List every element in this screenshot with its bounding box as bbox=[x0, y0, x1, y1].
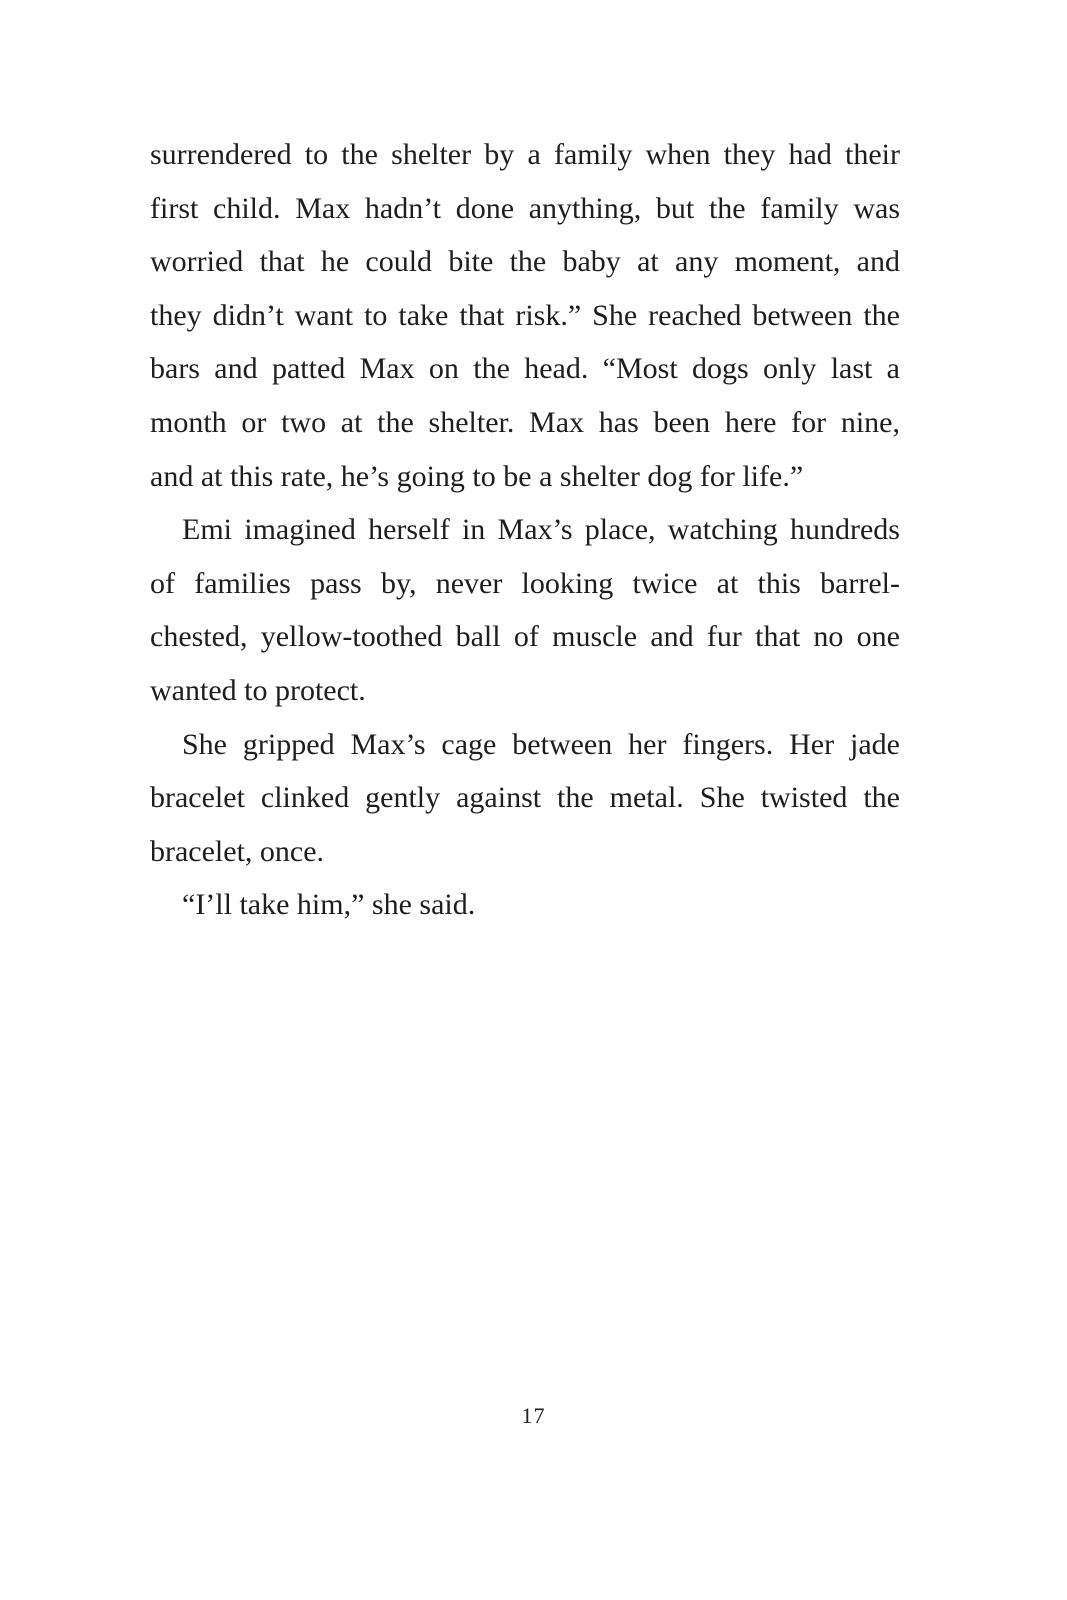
page-number: 17 bbox=[521, 1403, 546, 1428]
text-line: She gripped Max’s cage between her fingers. Her jade bbox=[182, 727, 900, 761]
text-line: “I’ll take him,” she said. bbox=[182, 888, 476, 922]
text-line: bracelet clinked gently against the metal. She twisted the bbox=[150, 781, 900, 815]
body-text bbox=[150, 128, 900, 932]
text-line: and at this rate, he’s going to be a shelter dog for life.” bbox=[150, 459, 804, 493]
text-line: of families pass by, never looking twice at this barrel- bbox=[150, 566, 900, 600]
text-line: worried that he could bite the baby at any moment, and bbox=[150, 245, 900, 279]
text-line: Emi imagined herself in Max’s place, watching hundreds bbox=[182, 513, 900, 547]
text-line: month or two at the shelter. Max has been here for nine, bbox=[150, 405, 900, 439]
text-line: surrendered to the shelter by a family when they had their bbox=[150, 138, 900, 171]
text-line: they didn’t want to take that risk.” She reached between the bbox=[150, 298, 900, 332]
text-line: chested, yellow-toothed ball of muscle and fur that no one bbox=[150, 620, 900, 654]
text-line: bars and patted Max on the head. “Most dogs only last a bbox=[150, 352, 900, 386]
text-line: wanted to protect. bbox=[150, 673, 366, 707]
text-line: first child. Max hadn’t done anything, but the family was bbox=[150, 191, 900, 225]
text-line: bracelet, once. bbox=[150, 834, 325, 868]
